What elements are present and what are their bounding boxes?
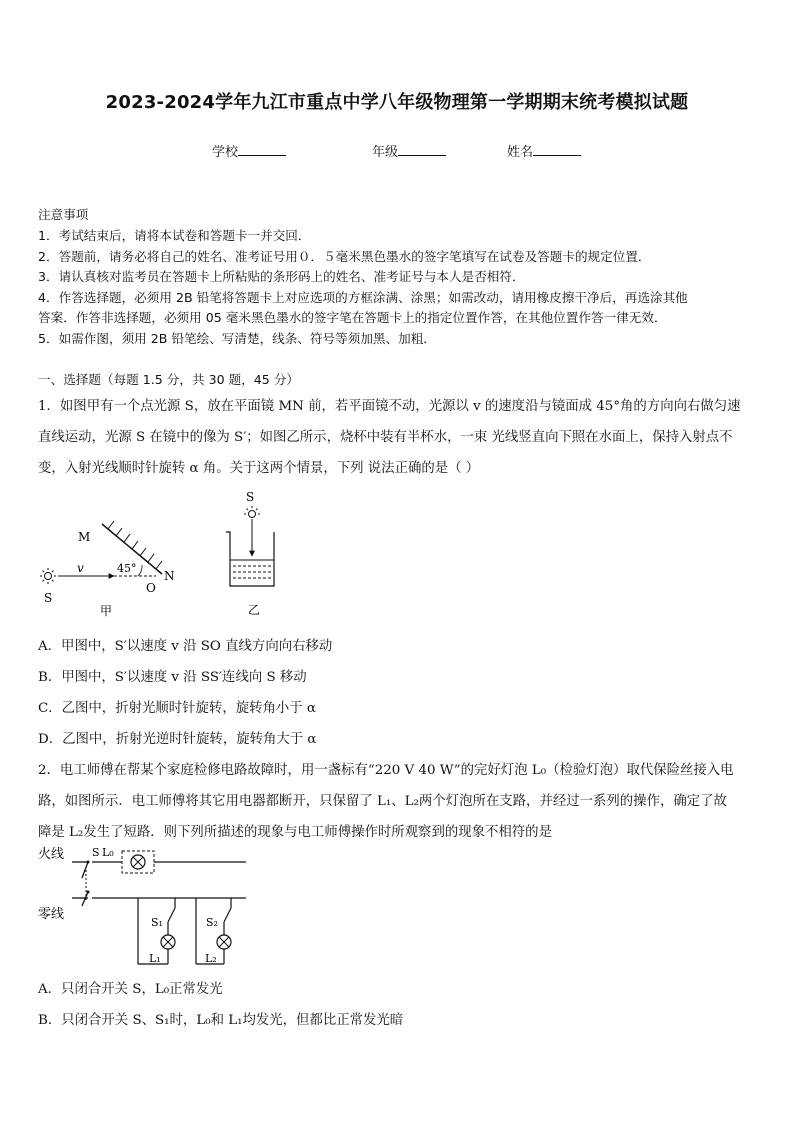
q2-circuit-figure [38,842,248,970]
q1-line: 直线运动，光源 S 在镜中的像为 S′；如图乙所示，烧杯中装有半杯水，一束 光线竖直向下照在水面上，保持入射点不 [38,430,733,445]
label-s: S [246,490,255,504]
grade-blank[interactable] [398,143,446,156]
label-n: N [164,569,175,583]
lamp-l2-icon [217,935,231,949]
q1-line: 变，入射光线顺时针旋转 α 角。关于这两个情景，下列 说法正确的是（ ） [38,461,480,476]
label-l0: L₀ [102,846,114,859]
angle-arc [138,565,142,576]
main-switch-s [82,861,90,907]
q2-option-a[interactable]: A．只闭合开关 S，L₀正常发光 [38,982,223,997]
label-s: S [44,591,53,605]
q1-option-c[interactable]: C．乙图中，折射光顺时针旋转，旋转角小于 α [38,701,316,716]
water [233,566,272,578]
notice-heading: 注意事项 [38,207,89,222]
light-source-s-icon [40,568,56,584]
label-live-wire: 火线 [38,847,65,862]
q2-line: 路，如图所示．电工师傅将其它用电器都断开，只保留了 L₁、L₂两个灯泡所在支路，并经过一系列的操作，确定了故 [38,794,727,809]
notice-item: 1．考试结束后，请将本试卷和答题卡一并交回． [38,228,311,243]
notice-item: 答案．作答非选择题，必须用 05 毫米黑色墨水的签字笔在答题卡上的指定位置作答，在其他位置作答一律无效． [38,310,667,325]
notice-item: 2．答题前，请务必将自己的姓名、准考证号用０．５毫米黑色墨水的签字笔填写在试卷及答题卡的规定位置． [38,249,651,264]
name-blank[interactable] [533,143,581,156]
q1-option-b[interactable]: B．甲图中，S′以速度 v 沿 SS′连线向 S 移动 [38,670,307,685]
label-s2: S₂ [206,916,218,929]
q1-option-a[interactable]: A．甲图中，S′以速度 v 沿 SO 直线方向向右移动 [38,639,333,654]
name-field[interactable] [507,141,581,160]
q1-option-d[interactable]: D．乙图中，折射光逆时针旋转，旋转角大于 α [38,732,317,747]
light-source-icon [244,506,260,518]
notice-item: 3．请认真核对监考员在答题卡上所粘贴的条形码上的姓名、准考证号与本人是否相符． [38,269,525,284]
caption-jia: 甲 [100,604,113,618]
page-title: 2023-2024学年九江市重点中学八年级物理第一学期期末统考模拟试题 [105,92,689,113]
notice-item: 4．作答选择题，必须用 2B 铅笔将答题卡上对应选项的方框涂满、涂黑；如需改动，请用橡皮擦干净后，再选涂其他 [38,290,688,305]
q1-figure-jia [38,516,188,620]
grade-field[interactable] [372,141,446,160]
q1-figure-yi [218,488,298,620]
label-neutral-wire: 零线 [38,907,65,922]
label-l2: L₂ [205,952,217,965]
label-s: S [92,846,100,859]
label-v: v [77,561,84,575]
q2-line: 障是 L₂发生了短路．则下列所描述的现象与电工师傅操作时所观察到的现象不相符的是 [38,825,552,840]
q1-line: 1．如图甲有一个点光源 S，放在平面镜 MN 前，若平面镜不动，光源以 v 的速度沿与镜面成 45°角的方向向右做匀速 [38,399,741,414]
grade-label: 年级 [372,145,399,160]
notice-item: 5．如需作图，须用 2B 铅笔绘、写清楚，线条、符号等须加黑、加粗． [38,331,436,346]
label-s1: S₁ [151,916,163,929]
q2-line: 2．电工师傅在帮某个家庭检修电路故障时，用一盏标有“220 V 40 W”的完好灯泡 L₀（检验灯泡）取代保险丝接入电 [38,763,734,778]
label-angle: 45° [117,562,137,575]
q2-option-b[interactable]: B．只闭合开关 S、S₁时，L₀和 L₁均发光，但都比正常发光暗 [38,1013,404,1028]
name-label: 姓名 [507,145,534,160]
school-blank[interactable] [238,143,286,156]
caption-yi: 乙 [248,603,261,617]
label-m: M [78,530,91,544]
label-o: O [146,581,156,595]
section-heading: 一、选择题（每题 1.5 分，共 30 题，45 分） [38,372,300,387]
school-field[interactable] [212,141,286,160]
label-l1: L₁ [149,952,161,965]
lamp-l0-icon [131,855,145,869]
lamp-l1-icon [161,935,175,949]
school-label: 学校 [212,145,239,160]
